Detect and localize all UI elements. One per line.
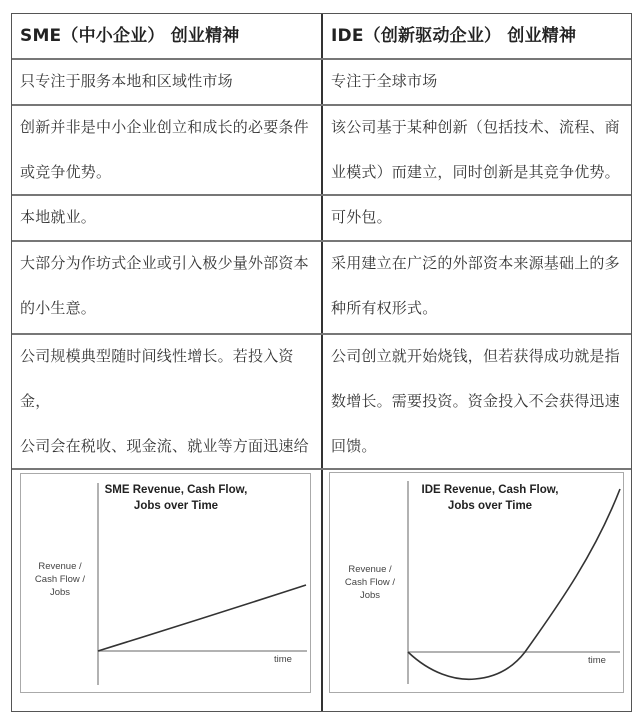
text-line: 该公司基于某种创新（包括技术、流程、商	[331, 118, 620, 136]
text-line: 的小生意。	[20, 299, 97, 317]
label-line: Revenue /	[38, 561, 82, 572]
cell-ide-ownership	[323, 241, 631, 331]
cell-sme-jobs: 本地就业。	[20, 208, 97, 226]
label-line: Revenue /	[348, 564, 392, 575]
label-line: Cash Flow /	[34, 574, 86, 585]
text-line: 公司会在税收、现金流、就业等方面迅速给	[20, 437, 309, 455]
cell-ide-market: 专注于全球市场	[331, 72, 438, 90]
text-line: 或竞争优势。	[20, 163, 112, 181]
text-line: 回馈。	[331, 437, 377, 455]
ide-y-axis-label	[335, 563, 405, 602]
text-line: 种所有权形式。	[331, 299, 438, 317]
text-line: 创新并非是中小企业创立和成长的必要条件	[20, 118, 309, 136]
label-line: Cash Flow /	[344, 577, 396, 588]
text-line: 大部分为作坊式企业或引入极少量外部资本	[20, 254, 309, 272]
ide-growth-chart	[329, 472, 624, 693]
sme-chart-title	[101, 482, 251, 514]
sme-x-axis-label: time	[274, 654, 292, 665]
header-ide: IDE（创新驱动企业） 创业精神	[331, 26, 577, 46]
title-line: Jobs over Time	[133, 500, 219, 512]
text-line: 公司创立就开始烧钱，但若获得成功就是指	[331, 347, 620, 365]
cell-sme-innovation	[12, 105, 321, 195]
header-sme: SME（中小企业） 创业精神	[20, 26, 240, 46]
title-line: SME Revenue, Cash Flow,	[104, 484, 248, 496]
ide-chart-title	[415, 482, 565, 514]
text-line: 数增长。需要投资。资金投入不会获得迅速	[331, 392, 620, 410]
text-line: 业模式）而建立，同时创新是其竞争优势。	[331, 163, 620, 181]
cell-ide-innovation	[323, 105, 631, 195]
cell-sme-market: 只专注于服务本地和区域性市场	[20, 72, 233, 90]
text-line: 采用建立在广泛的外部资本来源基础上的多	[331, 254, 620, 272]
sme-growth-chart	[20, 473, 311, 693]
cell-sme-ownership	[12, 241, 321, 331]
text-line: 公司规模典型随时间线性增长。若投入资金，	[20, 347, 294, 410]
cell-ide-jobs: 可外包。	[331, 208, 392, 226]
label-line: Jobs	[49, 587, 71, 598]
title-line: Jobs over Time	[447, 500, 533, 512]
ide-x-axis-label: time	[588, 655, 606, 666]
sme-y-axis-label	[25, 560, 95, 599]
title-line: IDE Revenue, Cash Flow,	[421, 484, 559, 496]
label-line: Jobs	[359, 590, 381, 601]
cell-ide-growth	[323, 334, 631, 469]
